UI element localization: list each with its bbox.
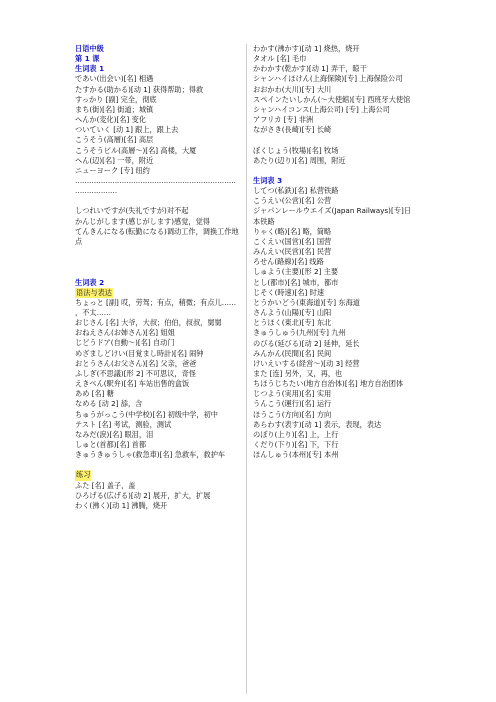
grammar-label: 语法与表达	[76, 287, 112, 297]
vocab-entry: ほうこう(方向)[名] 方向	[253, 409, 332, 419]
vocab-entry: きゅうしゅう(九州)[专] 九州	[253, 328, 346, 338]
column-divider	[246, 44, 247, 694]
vocab-entry: まち(街)[名] 街道；城镇	[75, 104, 154, 114]
vocab-list-2	[75, 298, 243, 461]
vocab-entry: タオル [名] 毛巾	[253, 54, 307, 64]
vocab-entry: おとうさん(お父さん)[名] 父亲，爸爸	[75, 358, 197, 368]
vocab-entry: ニューヨーク [专] 纽约	[75, 165, 150, 175]
practice-label: 练习	[76, 470, 91, 480]
vocab-entry: ほんしゅう(本州)[专] 本州	[253, 450, 339, 460]
vocab-entry: じそく(時速)[名] 时速	[253, 287, 325, 297]
vocab-list-2-extra	[253, 146, 418, 166]
vocab-list-1-heading: 生词表 1	[75, 64, 105, 74]
vocab-entry: じつよう(実用)[名] 实用	[253, 389, 332, 399]
vocab-entry: テスト [名] 考试，测验，测试	[75, 419, 172, 429]
vocab-entry: シャンハイほけん(上海保険)[专] 上海保险公司	[253, 74, 403, 84]
vocab-list-3-heading: 生词表 3	[253, 176, 283, 185]
vocab-entry: であい(出会い)[名] 相遇	[75, 74, 154, 84]
vocab-entry: また [连] 另外，又，再，也	[253, 368, 343, 378]
vocab-list-3	[253, 186, 418, 460]
vocab-entry: かんじがします(感じがします)感觉，觉得	[75, 216, 210, 226]
vocab-entry: おじさん [名] 大爷，大叔；伯伯，叔叔，舅舅	[75, 318, 222, 328]
vocab-list-2-continued	[253, 44, 418, 135]
vocab-entry: わかす(沸かす)[动 1] 烧热，烧开	[253, 44, 360, 53]
vocab-entry: とうかいどう(東海道)[专] 东海道	[253, 297, 360, 307]
vocab-entry: おねえさん(お姉さん)[名] 姐姐	[75, 328, 175, 338]
doc-title: 日语中级	[75, 44, 104, 53]
vocab-entry: なみだ(涙)[名] 眼泪，泪	[75, 429, 154, 439]
vocab-entry: ながさき(長崎)[专] 长崎	[253, 125, 332, 135]
lesson-heading: 第 1 课	[75, 54, 100, 64]
vocab-entry: しつれいですが(失礼ですが)对不起	[75, 206, 189, 216]
vocab-entry: わく(沸く)[动 1] 沸腾，烧开	[75, 500, 168, 510]
dotted-separator: ……………………………………………………………	[75, 176, 236, 186]
left-column	[75, 44, 243, 511]
vocab-entry: ふた [名] 盖子，盖	[75, 480, 136, 490]
vocab-entry: しゅと(首都)[名] 首都	[75, 440, 147, 450]
vocab-entry: きゅうきゅうしゃ(救急車)[名] 急救车，救护车	[75, 450, 226, 460]
vocab-entry: じどうドア(自動～)[名] 自动门	[75, 338, 175, 348]
vocab-entry: くだり(下り)[名] 下，下行	[253, 440, 339, 450]
vocab-entry: みんかん(民間)[名] 民间	[253, 348, 332, 358]
vocab-entry: スペインたいしかん(～大使館)[专] 西班牙大使馆	[253, 94, 411, 104]
vocab-entry: とし(都市)[名] 城市，都市	[253, 277, 339, 287]
vocab-entry: シャンハイコンス(上海公司) [专] 上海公司	[253, 104, 390, 114]
practice-vocab-list	[75, 481, 243, 511]
vocab-entry: うんこう(運行)[名] 运行	[253, 399, 332, 409]
vocab-entry: のびる(延びる)[动 2] 延伸，延长	[253, 338, 360, 348]
vocab-entry: たすかる(助かる)[动 1] 获得帮助；得救	[75, 84, 204, 94]
vocab-entry: アフリカ [专] 非洲	[253, 115, 314, 125]
vocab-entry: すっかり [副] 完全，彻底	[75, 94, 157, 104]
vocab-entry: してつ(私鉄)[名] 私营铁路	[253, 186, 339, 196]
vocab-entry: めざましどけい(目覚まし時計)[名] 闹钟	[75, 348, 204, 358]
vocab-list-2-heading: 生词表 2	[75, 277, 105, 287]
vocab-entry: ろせん(路線)[名] 线路	[253, 257, 324, 267]
vocab-entry: えきべん(駅弁)[名] 车站出售的盒饭	[75, 379, 190, 389]
vocab-entry: のぼり(上り)[名] 上，上行	[253, 429, 339, 439]
vocab-entry: こうそうビル(高層～)[名] 高楼，大厦	[75, 145, 197, 155]
expression-list	[75, 206, 243, 247]
vocab-entry: とうほく(東北)[专] 东北	[253, 318, 332, 328]
vocab-entry: あめ [名] 糖	[75, 389, 114, 399]
vocab-entry: こうえい(公営)[名] 公营	[253, 196, 332, 206]
vocab-entry: こくえい(国営)[名] 国营	[253, 236, 332, 246]
vocab-entry: ひろげる(広げる)[动 2] 展开，扩大，扩展	[75, 490, 211, 500]
vocab-entry: りゃく(略)[名] 略，简略	[253, 226, 332, 236]
dotted-separator: ………………	[75, 186, 117, 196]
vocab-entry: ちゅうがっこう(中学校)[名] 初级中学，初中	[75, 409, 218, 419]
vocab-entry: あたり(辺り)[名] 周围，附近	[253, 155, 346, 165]
vocab-entry: さんよう(山陽)[专] 山阳	[253, 308, 332, 318]
vocab-entry: しゅよう(主要)[形 2] 主要	[253, 267, 339, 277]
vocab-entry: ちほうじちたい(地方自治体)[名] 地方自治团体	[253, 379, 404, 389]
vocab-entry: ついていく [动 1] 跟上，跟上去	[75, 125, 179, 135]
vocab-entry: へん(辺)[名] 一带，附近	[75, 155, 154, 165]
vocab-entry: かわかす(乾かす)[动 1] 弄干，晾干	[253, 64, 367, 74]
vocab-entry: あらわす(表す)[动 1] 表示，表现，表达	[253, 419, 382, 429]
vocab-list-1	[75, 74, 243, 176]
vocab-entry: おおかわ(大川)[专] 大川	[253, 84, 332, 94]
right-column	[253, 44, 418, 460]
vocab-entry: けいえいする(経営～)[动 3] 经营	[253, 358, 360, 368]
vocab-entry: なめる [动 2] 舔，含	[75, 399, 143, 409]
vocab-entry: てんきんになる(転勤になる)调动工作，调换工作地点	[75, 226, 239, 246]
vocab-entry: へんか(変化)[名] 变化	[75, 115, 147, 125]
vocab-entry: ふしぎ(不思議)[形 2] 不可思议，奇怪	[75, 368, 196, 378]
vocab-entry: ジャパンレールウエイズ(Japan Railways)[专]日本铁路	[253, 206, 411, 226]
vocab-entry: ぼくじょう(牧場)[名] 牧场	[253, 145, 339, 155]
vocab-entry: ちょっと [副] 哎，劳驾；有点，稍微；有点儿…… ，不太……	[75, 297, 237, 317]
vocab-entry: こうそう(高層)[名] 高层	[75, 135, 154, 145]
vocab-entry: みんえい(民営)[名] 民营	[253, 247, 332, 257]
